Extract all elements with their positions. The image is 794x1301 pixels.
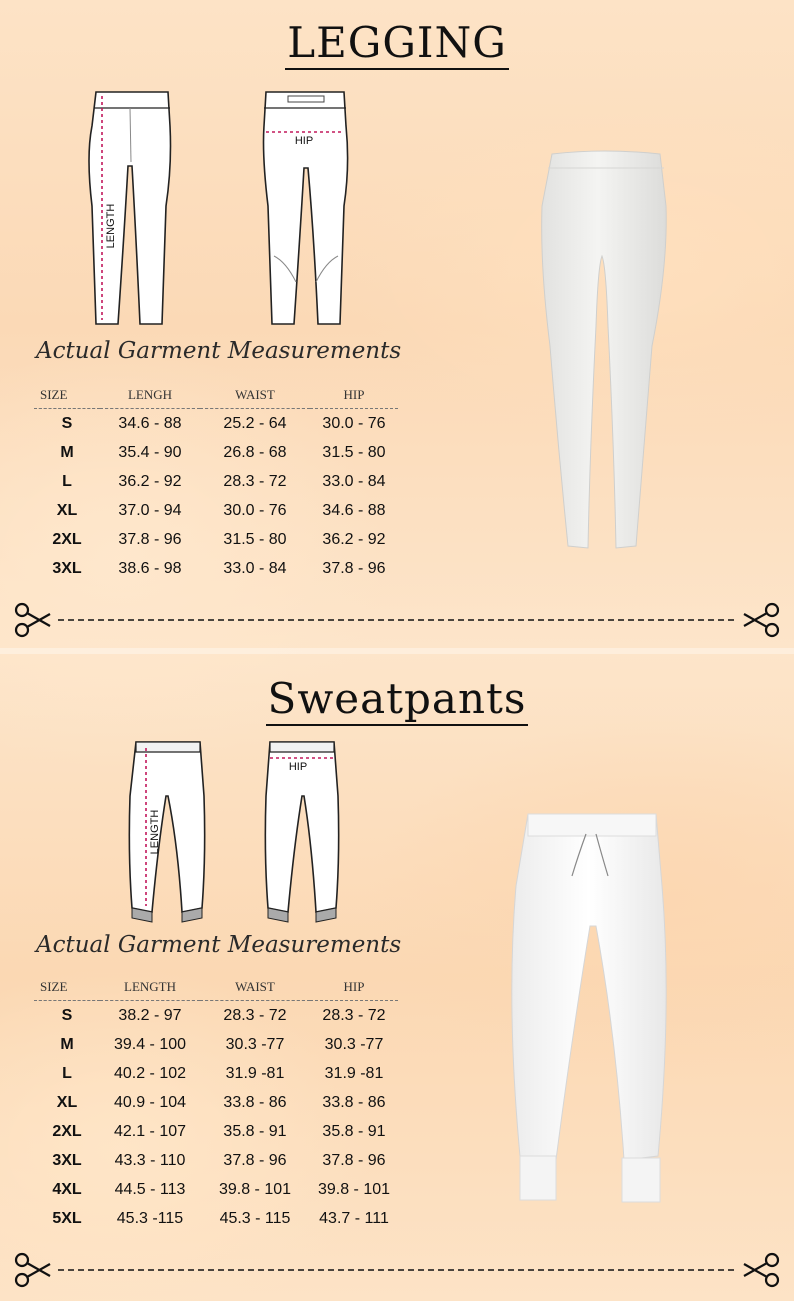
legging-product-image [536, 146, 672, 556]
scissors-icon [16, 604, 50, 636]
sweatpants-cut-line [14, 1250, 780, 1290]
table-row: 3XL 38.6 - 98 33.0 - 84 37.8 - 96 [52, 559, 386, 577]
header-waist: WAIST [200, 382, 310, 409]
sweatpants-size-table [34, 974, 398, 1233]
table-row: L 40.2 - 102 31.9 -81 31.9 -81 [62, 1064, 384, 1082]
legging-size-table [34, 382, 398, 583]
header-size: SIZE [34, 382, 100, 409]
header-waist: WAIST [200, 974, 310, 1001]
table-row: 5XL 45.3 -115 45.3 - 115 43.7 - 111 [52, 1209, 389, 1227]
header-length: LENGH [100, 382, 200, 409]
scissors-icon [744, 1254, 778, 1286]
table-row: 2XL 37.8 - 96 31.5 - 80 36.2 - 92 [52, 530, 386, 548]
table-row: M 39.4 - 100 30.3 -77 30.3 -77 [60, 1035, 384, 1053]
header-size: SIZE [34, 974, 100, 1001]
legging-subtitle: Actual Garment Measurements [36, 338, 402, 364]
header-hip: HIP [310, 382, 398, 409]
header-length: LENGTH [100, 974, 200, 1001]
table-row: M 35.4 - 90 26.8 - 68 31.5 - 80 [60, 443, 386, 461]
sweatpants-title: Sweatpants [0, 674, 794, 726]
table-row: S 38.2 - 97 28.3 - 72 28.3 - 72 [61, 1006, 386, 1024]
header-hip: HIP [310, 974, 398, 1001]
table-row: XL 40.9 - 104 33.8 - 86 33.8 - 86 [56, 1093, 386, 1111]
table-row: 2XL 42.1 - 107 35.8 - 91 35.8 - 91 [52, 1122, 386, 1140]
sweatpants-back-sketch [262, 736, 344, 926]
legging-length-label: LENGTH [105, 203, 117, 249]
sweatpants-product-image [506, 806, 676, 1206]
sweatpants-subtitle: Actual Garment Measurements [36, 932, 402, 958]
sweatpants-header-row [34, 974, 398, 1001]
sweatpants-hip-label: HIP [288, 761, 308, 773]
legging-hip-label: HIP [294, 135, 314, 147]
table-row: XL 37.0 - 94 30.0 - 76 34.6 - 88 [56, 501, 386, 519]
legging-cut-line [14, 600, 780, 640]
table-row: 3XL 43.3 - 110 37.8 - 96 37.8 - 96 [52, 1151, 386, 1169]
table-row: S 34.6 - 88 25.2 - 64 30.0 - 76 [61, 414, 386, 432]
scissors-icon [16, 1254, 50, 1286]
sweatpants-section [0, 650, 794, 1301]
legging-title: LEGGING [0, 18, 794, 70]
sweatpants-length-label: LENGTH [149, 809, 161, 855]
legging-back-sketch [256, 86, 356, 330]
legging-section [0, 0, 794, 650]
table-row: L 36.2 - 92 28.3 - 72 33.0 - 84 [62, 472, 386, 490]
sweatpants-front-sketch [126, 736, 208, 926]
table-row: 4XL 44.5 - 113 39.8 - 101 39.8 - 101 [52, 1180, 391, 1198]
scissors-icon [744, 604, 778, 636]
legging-header-row [34, 382, 398, 409]
legging-front-sketch [78, 86, 178, 330]
